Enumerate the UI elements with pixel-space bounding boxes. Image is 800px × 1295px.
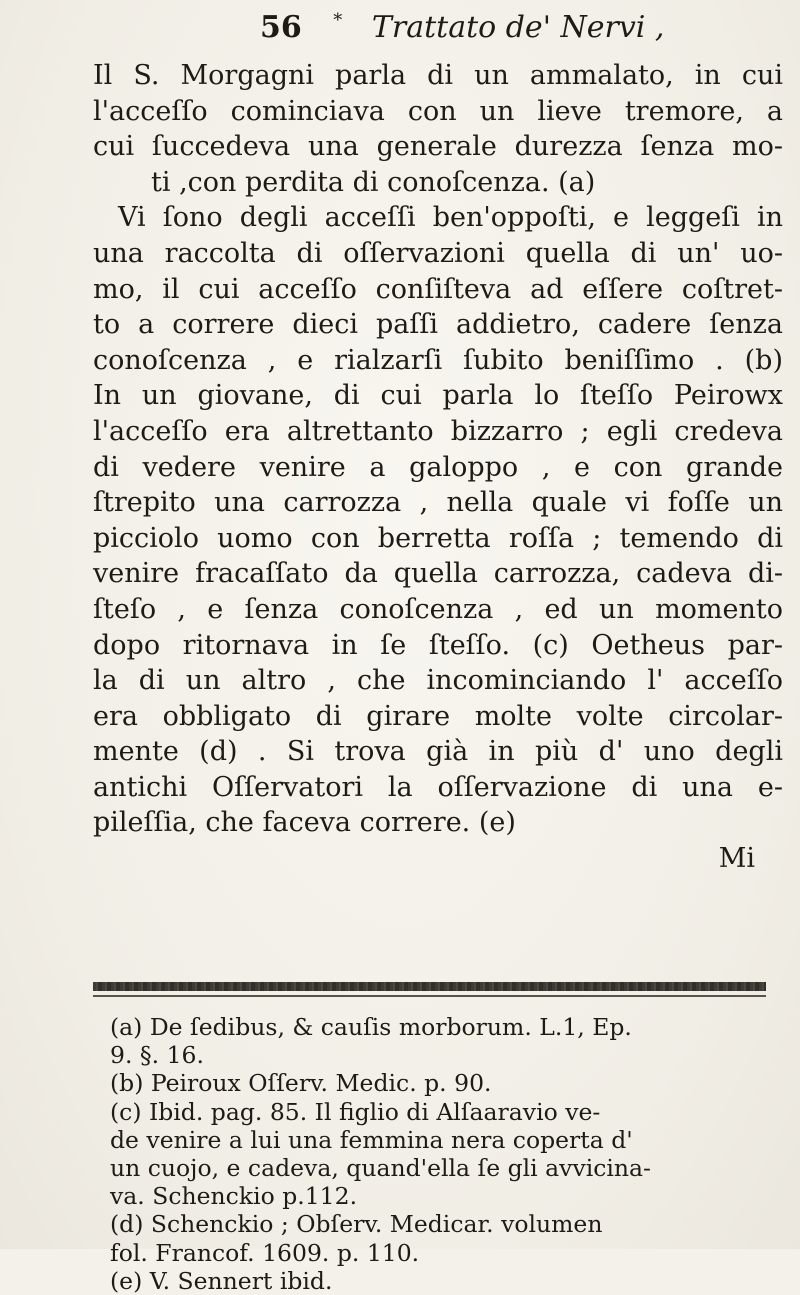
footnote-line: de venire a lui una femmina nera coperta d' bbox=[110, 1125, 633, 1154]
running-header bbox=[260, 10, 780, 50]
text-line: ſtrepito una carrozza , nella quale vi foſſe un bbox=[93, 487, 783, 519]
text-line: picciolo uomo con berretta roſſa ; temendo di bbox=[93, 522, 783, 554]
text-line: la di un altro , che incominciando l' acceſſo bbox=[93, 665, 783, 697]
text-line: Vi ſono degli acceſſi ben'oppoſti, e leggeſi in bbox=[118, 202, 783, 234]
text-line: ſteſo , e ſenza conoſcenza , ed un momento bbox=[93, 593, 783, 625]
text-line: mo, il cui acceſſo conſiſteva ad eſſere coſtret- bbox=[93, 273, 783, 305]
text-line: l'acceſſo cominciava con un lieve tremore, a bbox=[93, 95, 783, 127]
text-line: In un giovane, di cui parla lo ſteſſo Peirowx bbox=[93, 380, 783, 412]
page-number: 56 bbox=[260, 10, 302, 45]
text-line: venire fracaſſato da quella carrozza, cadeva di- bbox=[93, 558, 783, 590]
text-line: Il S. Morgagni parla di un ammalato, in cui bbox=[93, 60, 783, 91]
text-line: cui ſuccedeva una generale durezza ſenza mo- bbox=[93, 131, 783, 163]
footnote-line: (e) V. Sennert ibid. bbox=[110, 1266, 333, 1295]
catchword: Mi bbox=[718, 843, 755, 875]
footnote-line: fol. Francof. 1609. p. 110. bbox=[110, 1238, 420, 1267]
text-line: pileſſia, che faceva correre. (e) bbox=[93, 807, 516, 839]
footnote-line: 9. §. 16. bbox=[110, 1041, 204, 1070]
asterisk-ornament: * bbox=[333, 10, 343, 31]
text-line: conoſcenza , e rialzarſi ſubito beniſſimo . (b) bbox=[93, 344, 783, 376]
running-title: Trattato de' Nervi , bbox=[371, 10, 665, 45]
footnote-line: va. Schenckio p.112. bbox=[110, 1182, 358, 1211]
footnote-line: (d) Schenckio ; Obſerv. Medicar. volumen bbox=[110, 1210, 603, 1239]
rule-line bbox=[93, 995, 766, 997]
text-line: una raccolta di oſſervazioni quella di un' uo- bbox=[93, 237, 783, 269]
text-line: di vedere venire a galoppo , e con grande bbox=[93, 451, 783, 483]
text-line: l'acceſſo era altrettanto bizzarro ; egli credeva bbox=[93, 415, 783, 447]
text-line: to a correre dieci paſſi addietro, cadere ſenza bbox=[93, 309, 783, 341]
footnote-line: (a) De ſedibus, & cauſis morborum. L.1, Ep. bbox=[110, 1013, 632, 1041]
main-text bbox=[93, 58, 783, 877]
footnote-line: (b) Peiroux Oſſerv. Medic. p. 90. bbox=[110, 1069, 492, 1098]
footnote-line: un cuojo, e cadeva, quand'ella ſe gli avvicina- bbox=[110, 1153, 651, 1182]
text-line: mente (d) . Si trova già in più d' uno degli bbox=[93, 736, 783, 768]
text-line: ti ,con perdita di conoſcenza. (a) bbox=[151, 166, 596, 198]
footnotes bbox=[110, 1013, 785, 1295]
text-line: antichi Oſſervatori la oſſervazione di una e- bbox=[93, 771, 783, 803]
text-line: dopo ritornava in ſe ſteſſo. (c) Oetheus par- bbox=[93, 629, 783, 661]
ornamental-rule bbox=[93, 982, 766, 991]
text-line: era obbligato di girare molte volte circolar- bbox=[93, 700, 783, 732]
footnote-line: (c) Ibid. pag. 85. Il figlio di Alſaaravio ve- bbox=[110, 1097, 601, 1126]
